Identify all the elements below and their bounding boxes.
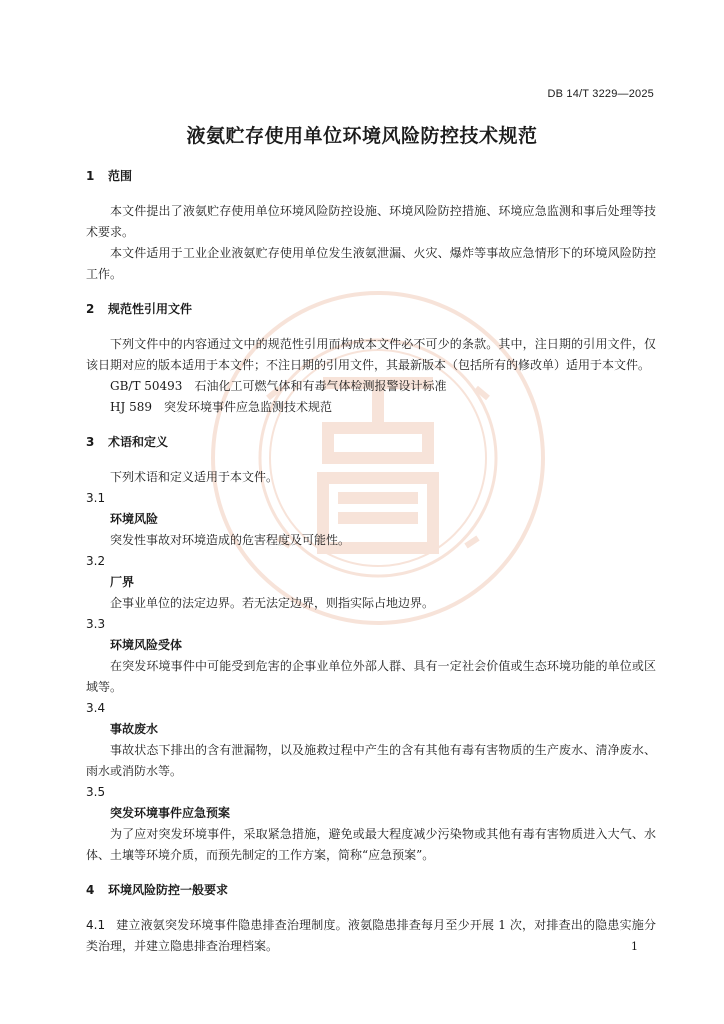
section-title: 环境风险防控一般要求 bbox=[108, 883, 229, 897]
section-number: 2 bbox=[86, 302, 95, 316]
paragraph: 本文件适用于工业企业液氨贮存使用单位发生液氨泄漏、火灾、爆炸等事故应急情形下的环境风险防控工作。 bbox=[86, 246, 656, 281]
section-number: 3 bbox=[86, 435, 95, 449]
normative-reference: GB/T 50493 石油化工可燃气体和有毒气体检测报警设计标准 bbox=[110, 379, 447, 393]
document-title: 液氨贮存使用单位环境风险防控技术规范 bbox=[186, 125, 538, 147]
page-number: 1 bbox=[631, 940, 638, 953]
clause-text: 建立液氨突发环境事件隐患排查治理制度。液氨隐患排查每月至少开展 1 次，对排查出的隐患实施分类治理，并建立隐患排查治理档案。 bbox=[86, 918, 656, 953]
section-title: 范围 bbox=[108, 169, 133, 183]
document-body bbox=[86, 166, 656, 957]
term-number: 3.2 bbox=[86, 554, 106, 568]
section-title: 术语和定义 bbox=[108, 435, 169, 449]
term-definition: 企事业单位的法定边界。若无法定边界，则指实际占地边界。 bbox=[110, 596, 435, 610]
term-number: 3.3 bbox=[86, 617, 106, 631]
clause-number: 4.1 bbox=[86, 918, 106, 932]
section-title: 规范性引用文件 bbox=[108, 302, 193, 316]
term-definition: 事故状态下排出的含有泄漏物，以及施救过程中产生的含有其他有毒有害物质的生产废水、清净废水、雨水或消防水等。 bbox=[86, 743, 656, 778]
paragraph: 本文件提出了液氨贮存使用单位环境风险防控设施、环境风险防控措施、环境应急监测和事后处理等技术要求。 bbox=[86, 204, 656, 239]
section-3-heading bbox=[86, 432, 656, 453]
section-number: 1 bbox=[86, 169, 95, 183]
section-2-heading bbox=[86, 299, 656, 320]
normative-reference: HJ 589 突发环境事件应急监测技术规范 bbox=[110, 400, 332, 414]
term-name: 厂界 bbox=[110, 575, 135, 589]
document-code: DB 14/T 3229—2025 bbox=[547, 88, 654, 100]
term-name: 事故废水 bbox=[110, 722, 159, 736]
term-number: 3.4 bbox=[86, 701, 106, 715]
paragraph: 下列术语和定义适用于本文件。 bbox=[110, 470, 279, 484]
paragraph: 下列文件中的内容通过文中的规范性引用而构成本文件必不可少的条款。其中，注日期的引用文件，仅该日期对应的版本适用于本文件；不注日期的引用文件，其最新版本（包括所有的修改单）适用于本文件。 bbox=[86, 337, 656, 372]
term-number: 3.1 bbox=[86, 491, 106, 505]
term-name: 环境风险 bbox=[110, 512, 159, 526]
section-1-heading bbox=[86, 166, 656, 187]
section-number: 4 bbox=[86, 883, 95, 897]
section-4-heading bbox=[86, 880, 656, 901]
term-definition: 为了应对突发环境事件，采取紧急措施，避免或最大程度减少污染物或其他有毒有害物质进入大气、水体、土壤等环境介质，而预先制定的工作方案，简称“应急预案”。 bbox=[86, 827, 656, 862]
term-name: 突发环境事件应急预案 bbox=[110, 806, 231, 820]
term-definition: 在突发环境事件中可能受到危害的企事业单位外部人群、具有一定社会价值或生态环境功能的单位或区域等。 bbox=[86, 659, 656, 694]
clause bbox=[86, 915, 656, 957]
term-name: 环境风险受体 bbox=[110, 638, 183, 652]
term-definition: 突发性事故对环境造成的危害程度及可能性。 bbox=[110, 533, 351, 547]
term-number: 3.5 bbox=[86, 785, 106, 799]
